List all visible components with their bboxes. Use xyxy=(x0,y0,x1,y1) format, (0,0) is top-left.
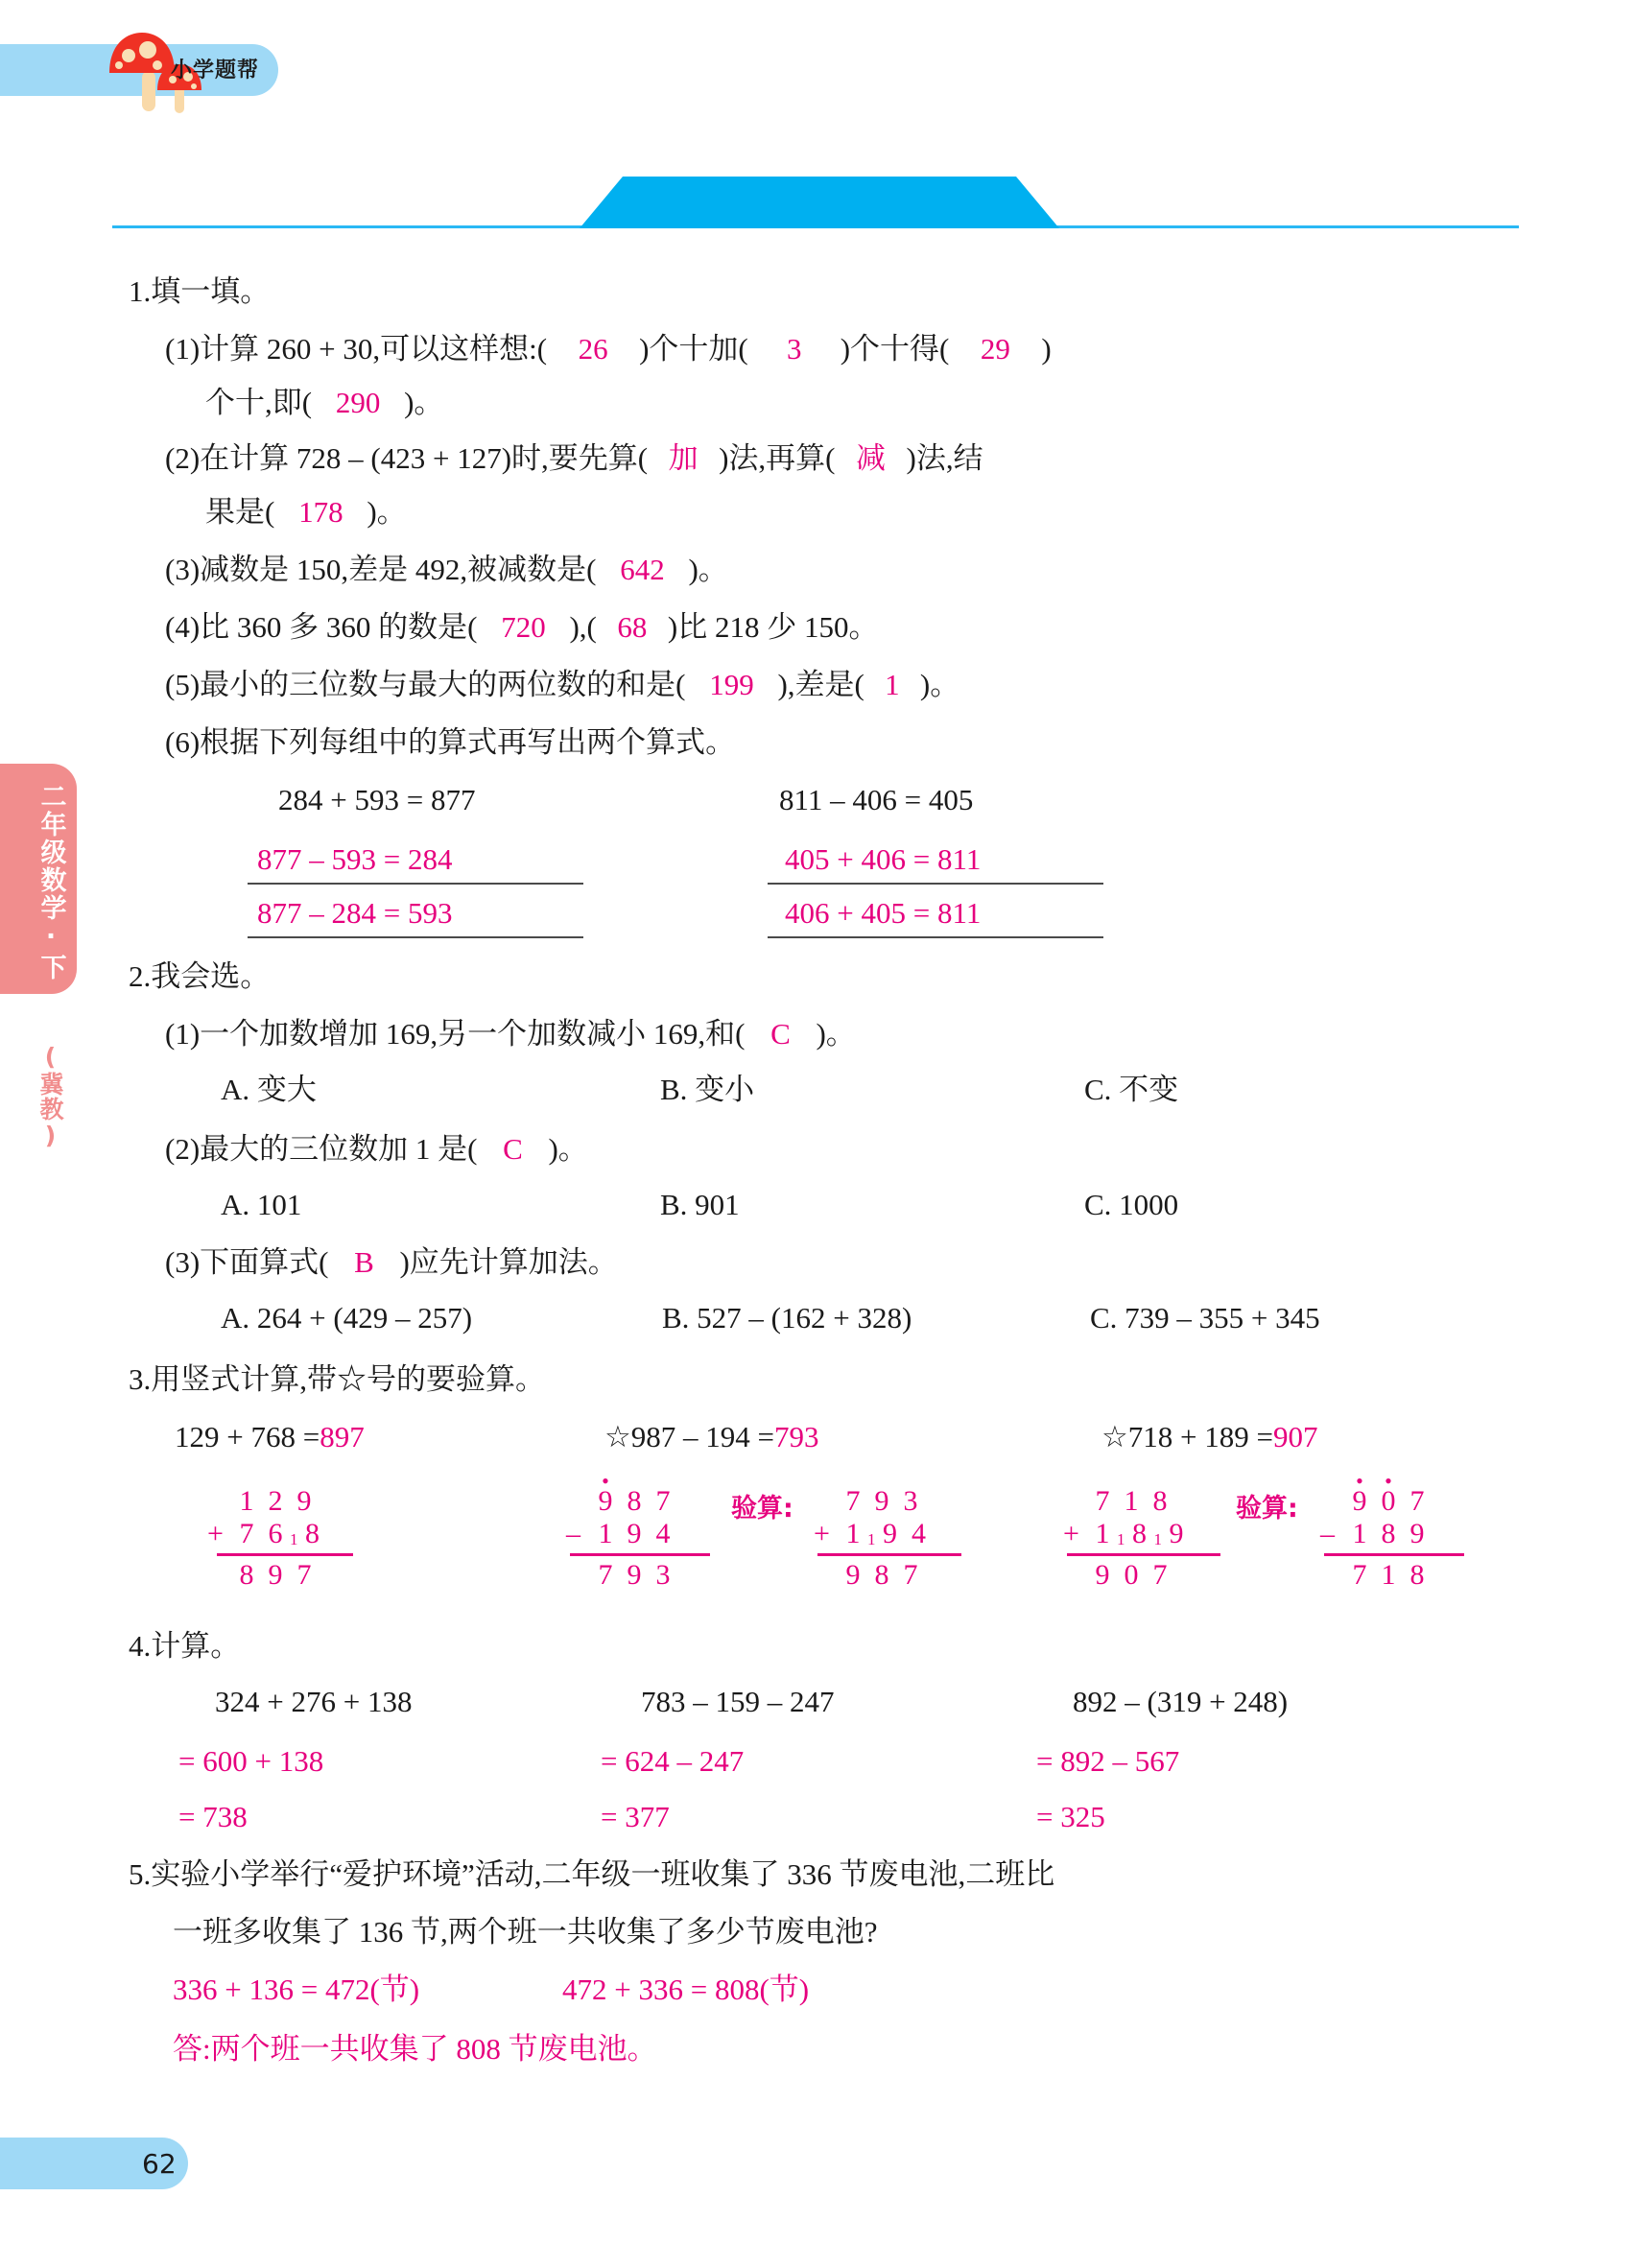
answer-blank[interactable]: 720 xyxy=(501,610,546,644)
digit: 8 xyxy=(1381,1518,1396,1549)
watermark-label: 小学题帮 xyxy=(171,59,260,83)
digit: 9 xyxy=(1409,1518,1425,1549)
section-3-title: 用竖式计算,带☆号的要验算。 xyxy=(151,1362,545,1396)
option-a[interactable]: A. 264 + (429 – 257) xyxy=(221,1301,473,1335)
operator: + xyxy=(814,1518,830,1549)
carry-mark: 1 xyxy=(290,1530,298,1548)
digit: 8 xyxy=(627,1485,642,1517)
item-text: 比 360 多 360 的数是( xyxy=(200,610,478,644)
vertical-calc-3 xyxy=(1063,1485,1220,1592)
eq-group-1-given: 284 + 593 = 877 xyxy=(278,783,476,816)
problem-3-3-stem xyxy=(1101,1422,1318,1452)
answer-blank[interactable]: 199 xyxy=(709,668,754,701)
section-5-work-1[interactable]: 336 + 136 = 472(节) xyxy=(173,1973,420,2006)
answer-blank[interactable]: 加 xyxy=(668,441,699,475)
vcalc-rule xyxy=(570,1553,710,1556)
option-c[interactable]: C. 1000 xyxy=(1084,1188,1179,1221)
calc-col-2-expr: 783 – 159 – 247 xyxy=(641,1685,835,1718)
vcalc-bottom-row xyxy=(207,1518,353,1550)
digit: 1 xyxy=(239,1485,254,1517)
digit: 9 xyxy=(627,1518,642,1549)
answer-blank[interactable]: C xyxy=(503,1132,523,1166)
item-text: 果是( xyxy=(205,495,275,529)
answer-blank[interactable]: 642 xyxy=(620,553,665,586)
item-text: 在计算 728 – (423 + 127)时,要先算( xyxy=(200,441,649,475)
vcalc-top-row xyxy=(207,1485,353,1518)
item-text: )应先计算加法。 xyxy=(399,1245,618,1279)
item-text: )个十得( xyxy=(840,332,950,366)
digit: 9 xyxy=(1095,1559,1110,1591)
digit: 3 xyxy=(903,1485,918,1517)
vcalc-bottom-row xyxy=(1063,1518,1220,1550)
operator: + xyxy=(207,1518,224,1549)
section-4-number: 4. xyxy=(129,1629,152,1663)
digit-with-borrow-dot: • 9 xyxy=(591,1485,620,1518)
item-text: 一个加数增加 169,另一个加数减小 169,和( xyxy=(200,1017,746,1051)
section-5-work-2[interactable]: 472 + 336 = 808(节) xyxy=(562,1973,810,2006)
item-1-2-line2 xyxy=(205,497,407,527)
option-b[interactable]: B. 901 xyxy=(660,1188,740,1221)
section-2-heading xyxy=(129,961,270,991)
eq-group-1-answer-1[interactable]: 877 – 593 = 284 xyxy=(257,842,453,876)
item-text: )。 xyxy=(688,553,728,586)
calc-col-1-expr: 324 + 276 + 138 xyxy=(215,1685,413,1718)
vcheck-bottom-row xyxy=(814,1518,961,1550)
check-label-2: 验算: xyxy=(731,1494,793,1524)
vertical-check-3 xyxy=(1320,1485,1464,1592)
calc-col-3-step2[interactable]: = 325 xyxy=(1036,1800,1105,1833)
digit: 8 xyxy=(305,1518,320,1549)
calc-col-2-step2[interactable]: = 377 xyxy=(601,1800,670,1833)
digit: 0 xyxy=(1124,1559,1139,1591)
item-1-1-line1 xyxy=(165,334,1052,364)
item-text: ),( xyxy=(569,610,597,644)
answer-rule xyxy=(248,883,583,885)
option-c[interactable]: C. 不变 xyxy=(1084,1073,1179,1106)
item-1-3 xyxy=(165,555,728,584)
banner-title: 单元综合练 xyxy=(738,12,901,47)
digit: 9 xyxy=(296,1485,312,1517)
answer-blank[interactable]: 减 xyxy=(856,441,887,475)
operator: – xyxy=(1320,1518,1335,1549)
digit: 4 xyxy=(912,1518,926,1549)
option-a[interactable]: A. 变大 xyxy=(221,1073,317,1106)
eq-group-1-answer-2[interactable]: 877 – 284 = 593 xyxy=(257,896,453,930)
stem-text: ☆718 + 189 = xyxy=(1101,1420,1274,1453)
item-2-2-stem xyxy=(165,1134,588,1164)
vcheck-top-row xyxy=(814,1485,961,1518)
section-3-heading xyxy=(129,1364,545,1394)
vertical-check-2 xyxy=(814,1485,961,1592)
digit: 1 xyxy=(1352,1518,1367,1549)
digit: 7 xyxy=(1095,1485,1110,1517)
digit: 8 xyxy=(1409,1559,1425,1591)
digit: 1 xyxy=(1124,1485,1139,1517)
item-label: (4) xyxy=(165,610,201,644)
digit: 1 xyxy=(1095,1518,1110,1549)
problem-3-2-stem xyxy=(604,1422,819,1452)
item-1-6 xyxy=(165,727,735,757)
digit-with-borrow-dot: • 0 xyxy=(1374,1485,1403,1518)
digit: 7 xyxy=(1409,1485,1425,1517)
item-label: (1) xyxy=(165,332,201,366)
calc-col-3-step1[interactable]: = 892 – 567 xyxy=(1036,1744,1180,1778)
item-text: 最小的三位数与最大的两位数的和是( xyxy=(200,668,686,701)
page-number: 62 xyxy=(142,2148,177,2180)
answer-blank[interactable]: 29 xyxy=(980,332,1010,366)
item-text: 最大的三位数加 1 是( xyxy=(200,1132,478,1166)
answer-blank[interactable]: 178 xyxy=(298,495,343,529)
answer-blank[interactable]: 290 xyxy=(335,386,381,419)
digit: 2 xyxy=(268,1485,283,1517)
digit: 7 xyxy=(1352,1559,1367,1591)
vcalc-bottom-row xyxy=(566,1518,710,1550)
section-1-title: 填一填。 xyxy=(151,274,271,308)
digit: 8 xyxy=(1152,1485,1168,1517)
operator: + xyxy=(1063,1518,1079,1549)
section-5-number: 5. xyxy=(129,1857,152,1891)
stem-text: 129 + 768 = xyxy=(175,1420,320,1453)
digit: 1 xyxy=(1381,1559,1396,1591)
vcheck-rule xyxy=(817,1553,961,1556)
check-label-3: 验算: xyxy=(1236,1494,1298,1524)
item-1-1-line2 xyxy=(205,388,443,417)
section-3-number: 3. xyxy=(129,1362,152,1396)
item-1-5 xyxy=(165,670,959,699)
item-text: 计算 260 + 30,可以这样想:( xyxy=(200,332,548,366)
calc-col-1-step1[interactable]: = 600 + 138 xyxy=(178,1744,324,1778)
section-4-title: 计算。 xyxy=(151,1629,241,1663)
item-2-3-stem xyxy=(165,1247,618,1277)
calc-col-1-step2[interactable]: = 738 xyxy=(178,1800,248,1833)
eq-group-2-answer-2[interactable]: 406 + 405 = 811 xyxy=(785,896,982,930)
answer-blank[interactable]: B xyxy=(354,1245,374,1279)
side-tab-label: 二年级数学·下 xyxy=(36,783,66,981)
answer-blank[interactable]: 26 xyxy=(578,332,608,366)
digit-with-borrow-dot: • 9 xyxy=(1345,1485,1374,1518)
digit: 7 xyxy=(845,1485,861,1517)
answer-value[interactable]: 897 xyxy=(320,1420,365,1453)
stem-text: 实验小学举行“爱护环境”活动,二年级一班收集了 336 节废电池,二班比 xyxy=(151,1857,1055,1891)
vcalc-top-row xyxy=(566,1485,710,1518)
item-text: )法,再算( xyxy=(719,441,836,475)
answer-blank[interactable]: 68 xyxy=(617,610,648,644)
digit: 7 xyxy=(655,1485,671,1517)
digit: 3 xyxy=(655,1559,671,1591)
vcheck-bottom-row xyxy=(1320,1518,1464,1550)
calc-col-3-expr: 892 – (319 + 248) xyxy=(1073,1685,1289,1718)
option-b[interactable]: B. 变小 xyxy=(660,1073,755,1106)
digit: 9 xyxy=(874,1485,889,1517)
item-text: 个十,即( xyxy=(205,386,313,419)
digit: 1 xyxy=(845,1518,861,1549)
answer-blank[interactable]: 1 xyxy=(885,668,900,701)
carry-mark: 1 xyxy=(1153,1530,1162,1548)
item-text: )。 xyxy=(919,668,960,701)
section-2-title: 我会选。 xyxy=(151,959,271,993)
item-text: )比 218 少 150。 xyxy=(667,610,879,644)
digit: 9 xyxy=(845,1559,861,1591)
section-5-stem-line1 xyxy=(129,1859,1054,1889)
item-text: 根据下列每组中的算式再写出两个算式。 xyxy=(200,725,736,759)
digit: 9 xyxy=(883,1518,897,1549)
answer-value[interactable]: 907 xyxy=(1273,1420,1318,1453)
vcheck-rule xyxy=(1324,1553,1464,1556)
option-c[interactable]: C. 739 – 355 + 345 xyxy=(1090,1301,1320,1335)
calc-col-2-step1[interactable]: = 624 – 247 xyxy=(601,1744,745,1778)
section-4-heading xyxy=(129,1631,240,1661)
operator: – xyxy=(566,1518,580,1549)
item-text: ) xyxy=(1041,332,1052,366)
vcheck-sum-row xyxy=(1320,1559,1464,1592)
answer-blank[interactable]: 3 xyxy=(786,332,802,366)
digit: 8 xyxy=(239,1559,254,1591)
item-text: )法,结 xyxy=(906,441,983,475)
answer-rule xyxy=(248,936,583,938)
digit: 7 xyxy=(1152,1559,1168,1591)
carry-mark: 1 xyxy=(867,1530,876,1548)
vcheck-sum-row xyxy=(814,1559,961,1592)
carry-mark: 1 xyxy=(1117,1530,1125,1548)
digit: 7 xyxy=(239,1518,254,1549)
digit: 6 xyxy=(268,1518,283,1549)
option-a[interactable]: A. 101 xyxy=(221,1188,302,1221)
digit: 9 xyxy=(1169,1518,1184,1549)
digit: 9 xyxy=(627,1559,642,1591)
item-text: ),差是( xyxy=(777,668,864,701)
eq-group-2-answer-1[interactable]: 405 + 406 = 811 xyxy=(785,842,982,876)
vcalc-rule xyxy=(217,1553,353,1556)
vcalc-sum-row xyxy=(1063,1559,1220,1592)
section-5-stem-line2: 一班多收集了 136 节,两个班一共收集了多少节废电池? xyxy=(173,1915,878,1949)
vcalc-top-row xyxy=(1063,1485,1220,1518)
item-label: (2) xyxy=(165,441,201,475)
item-label: (3) xyxy=(165,553,201,586)
item-label: (1) xyxy=(165,1017,201,1051)
vcalc-sum-row xyxy=(566,1559,710,1592)
digit: 7 xyxy=(598,1559,613,1591)
answer-rule xyxy=(768,883,1103,885)
item-label: (3) xyxy=(165,1245,201,1279)
item-text: )。 xyxy=(404,386,444,419)
answer-blank[interactable]: C xyxy=(770,1017,791,1051)
digit: 8 xyxy=(874,1559,889,1591)
vcalc-rule xyxy=(1067,1553,1220,1556)
section-1-number: 1. xyxy=(129,274,152,308)
digit: 9 xyxy=(268,1559,283,1591)
item-text: )个十加( xyxy=(639,332,748,366)
item-1-4 xyxy=(165,612,878,642)
item-text: )。 xyxy=(548,1132,588,1166)
vertical-calc-1 xyxy=(207,1485,353,1592)
eq-group-2-given: 811 – 406 = 405 xyxy=(779,783,974,816)
vertical-calc-2 xyxy=(566,1485,710,1592)
option-b[interactable]: B. 527 – (162 + 328) xyxy=(662,1301,912,1335)
digit: 7 xyxy=(296,1559,312,1591)
item-label: (5) xyxy=(165,668,201,701)
answer-value[interactable]: 793 xyxy=(774,1420,819,1453)
answer-rule xyxy=(768,936,1103,938)
side-tab-edition: (冀教) xyxy=(36,1043,64,1150)
section-5-answer-line[interactable]: 答:两个班一共收集了 808 节废电池。 xyxy=(173,2032,657,2066)
item-text: )。 xyxy=(816,1017,856,1051)
problem-3-1-stem xyxy=(175,1422,365,1452)
item-2-1-stem xyxy=(165,1019,856,1049)
item-1-2-line1 xyxy=(165,443,983,473)
section-2-number: 2. xyxy=(129,959,152,993)
stem-text: ☆987 – 194 = xyxy=(604,1420,775,1453)
digit: 1 xyxy=(598,1518,613,1549)
digit: 4 xyxy=(655,1518,671,1549)
item-label: (6) xyxy=(165,725,201,759)
vcalc-sum-row xyxy=(207,1559,353,1592)
vcheck-top-row xyxy=(1320,1485,1464,1518)
item-label: (2) xyxy=(165,1132,201,1166)
item-text: )。 xyxy=(367,495,407,529)
item-text: 减数是 150,差是 492,被减数是( xyxy=(200,553,597,586)
digit: 8 xyxy=(1132,1518,1147,1549)
digit: 7 xyxy=(903,1559,918,1591)
item-text: 下面算式( xyxy=(200,1245,329,1279)
section-1-heading xyxy=(129,276,270,306)
